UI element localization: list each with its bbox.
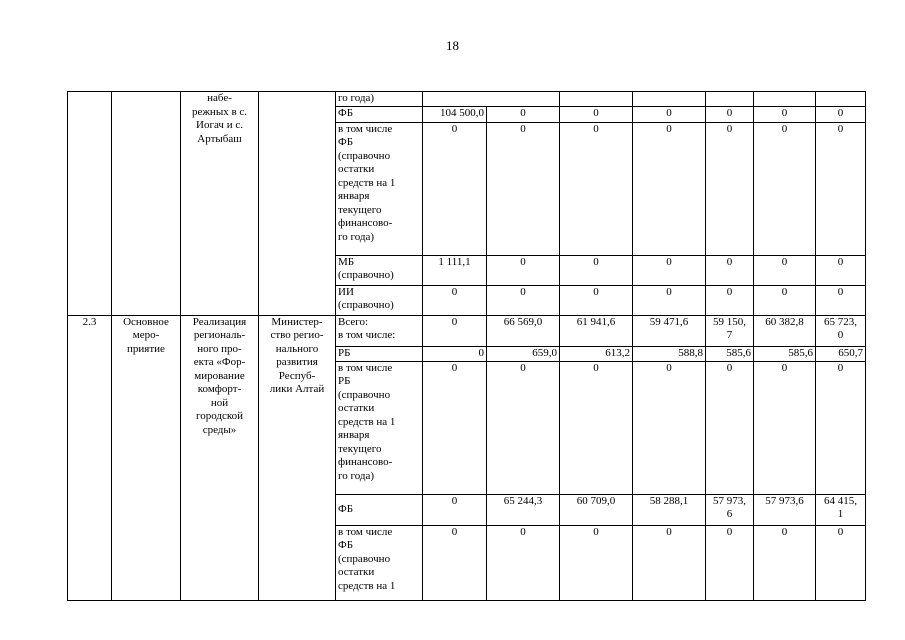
value-cell: 585,6 <box>754 346 816 361</box>
value-cell: 588,8 <box>633 346 706 361</box>
value-cell: 1 111,1 <box>423 255 487 285</box>
value-cell: 0 <box>560 255 633 285</box>
value-cell: 0 <box>423 525 487 600</box>
value-cell: 0 <box>560 361 633 494</box>
budget-table <box>67 91 866 601</box>
type-cell: Основное меро- приятие <box>112 315 181 600</box>
value-cell: 0 <box>816 122 866 255</box>
value-cell: 66 569,0 <box>487 315 560 346</box>
value-cell: 0 <box>487 255 560 285</box>
value-cell: 104 500,0 <box>423 106 487 122</box>
value-cell: 0 <box>706 255 754 285</box>
value-cell: 0 <box>754 122 816 255</box>
source-cell: ФБ <box>336 494 423 525</box>
type-cell <box>112 92 181 316</box>
table-row <box>68 92 866 107</box>
value-cell: 0 <box>633 285 706 315</box>
value-cell: 0 <box>423 315 487 346</box>
value-cell: 0 <box>633 122 706 255</box>
source-cell: в том числе ФБ (справочно остатки средств на 1 января текущего финансово- го года) <box>336 122 423 255</box>
value-cell: 0 <box>754 255 816 285</box>
executor-cell <box>259 92 336 316</box>
value-cell: 613,2 <box>560 346 633 361</box>
value-cell: 0 <box>816 525 866 600</box>
source-cell: ИИ (справочно) <box>336 285 423 315</box>
value-cell: 0 <box>560 285 633 315</box>
table-row <box>68 315 866 346</box>
value-cell: 0 <box>633 106 706 122</box>
value-cell: 0 <box>560 525 633 600</box>
source-cell: го года) <box>336 92 423 107</box>
value-cell: 0 <box>706 122 754 255</box>
activity-cell: набе- режных в с. Иогач и с. Артыбаш <box>181 92 259 316</box>
value-cell: 0 <box>706 106 754 122</box>
value-cell: 0 <box>487 106 560 122</box>
value-cell: 0 <box>487 361 560 494</box>
value-cell: 0 <box>706 285 754 315</box>
value-cell: 650,7 <box>816 346 866 361</box>
value-cell: 659,0 <box>487 346 560 361</box>
activity-cell: Реализация региональ- ного про- екта «Фор- мирование комфорт- ной городской среды» <box>181 315 259 600</box>
value-cell: 60 382,8 <box>754 315 816 346</box>
value-cell: 0 <box>423 361 487 494</box>
value-cell: 0 <box>633 525 706 600</box>
value-cell <box>706 92 754 107</box>
value-cell: 59 150, 7 <box>706 315 754 346</box>
value-cell: 0 <box>487 285 560 315</box>
value-cell <box>754 92 816 107</box>
value-cell: 64 415, 1 <box>816 494 866 525</box>
source-cell: Всего: в том числе: <box>336 315 423 346</box>
value-cell: 0 <box>423 285 487 315</box>
page-number: 18 <box>446 38 459 53</box>
source-cell: в том числе ФБ (справочно остатки средств на 1 <box>336 525 423 600</box>
value-cell: 0 <box>633 255 706 285</box>
value-cell: 0 <box>706 525 754 600</box>
value-cell: 0 <box>487 122 560 255</box>
source-cell: в том числе РБ (справочно остатки средств на 1 января текущего финансово- го года) <box>336 361 423 494</box>
source-cell: МБ (справочно) <box>336 255 423 285</box>
value-cell: 0 <box>487 525 560 600</box>
value-cell: 585,6 <box>706 346 754 361</box>
value-cell: 65 723, 0 <box>816 315 866 346</box>
value-cell: 57 973, 6 <box>706 494 754 525</box>
value-cell: 0 <box>754 361 816 494</box>
value-cell: 0 <box>816 285 866 315</box>
value-cell: 59 471,6 <box>633 315 706 346</box>
value-cell: 60 709,0 <box>560 494 633 525</box>
value-cell: 65 244,3 <box>487 494 560 525</box>
value-cell: 0 <box>560 122 633 255</box>
value-cell <box>423 92 560 107</box>
num-cell: 2.3 <box>68 315 112 600</box>
executor-cell: Министер- ство регио- нального развития Респуб- лики Алтай <box>259 315 336 600</box>
value-cell: 0 <box>754 525 816 600</box>
source-cell: РБ <box>336 346 423 361</box>
value-cell: 0 <box>706 361 754 494</box>
value-cell <box>633 92 706 107</box>
value-cell <box>816 92 866 107</box>
value-cell: 0 <box>816 106 866 122</box>
value-cell: 0 <box>754 106 816 122</box>
value-cell <box>560 92 633 107</box>
value-cell: 0 <box>423 494 487 525</box>
value-cell: 0 <box>633 361 706 494</box>
value-cell: 0 <box>816 361 866 494</box>
value-cell: 0 <box>754 285 816 315</box>
value-cell: 57 973,6 <box>754 494 816 525</box>
value-cell: 0 <box>560 106 633 122</box>
value-cell: 0 <box>816 255 866 285</box>
value-cell: 0 <box>423 122 487 255</box>
num-cell <box>68 92 112 316</box>
value-cell: 61 941,6 <box>560 315 633 346</box>
value-cell: 0 <box>423 346 487 361</box>
source-cell: ФБ <box>336 106 423 122</box>
value-cell: 58 288,1 <box>633 494 706 525</box>
